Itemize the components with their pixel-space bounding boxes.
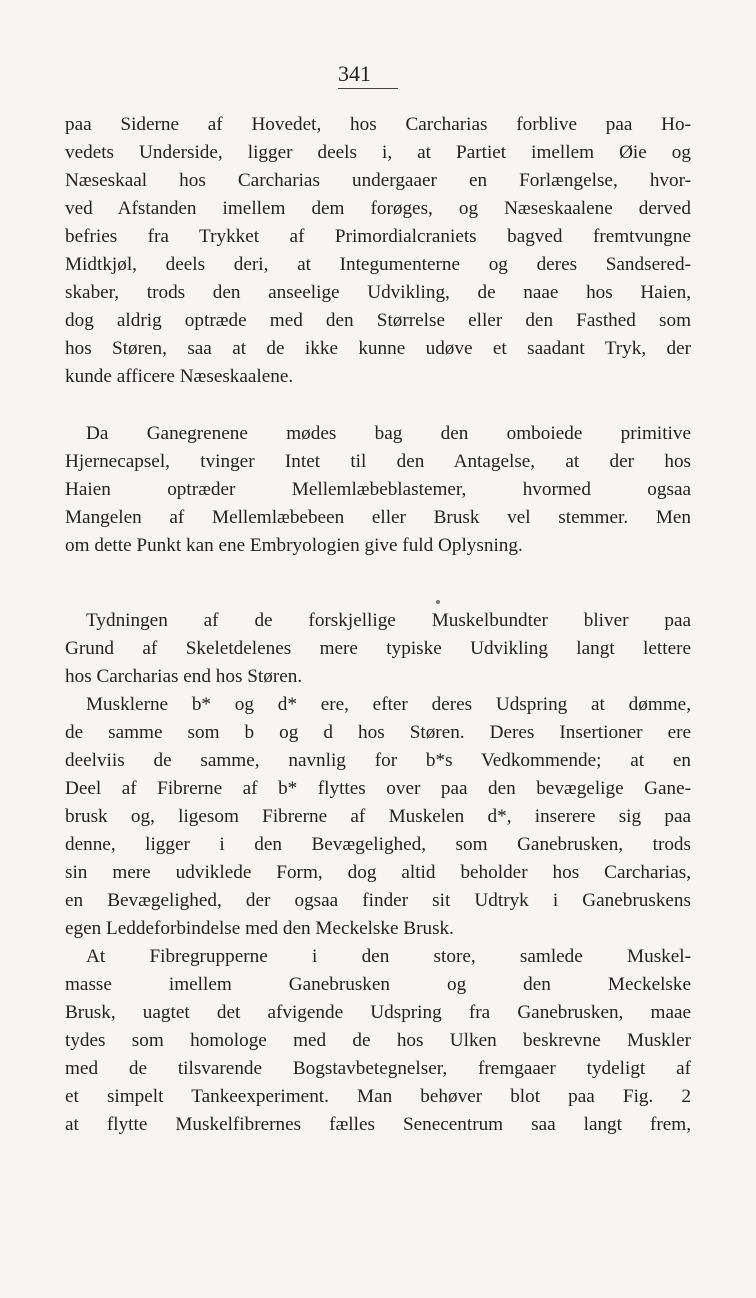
text-line: Midtkjøl, deels deri, at Integumenterne og deres Sandsered- (65, 254, 691, 275)
text-line: vedets Underside, ligger deels i, at Partiet imellem Øie og (65, 142, 691, 163)
text-line: en Bevægelighed, der ogsaa finder sit Udtryk i Ganebruskens (65, 890, 691, 911)
text-line: denne, ligger i den Bevægelighed, som Ganebrusken, trods (65, 834, 691, 855)
text-line: Næseskaal hos Carcharias undergaaer en Forlængelse, hvor- (65, 170, 691, 191)
text-line: Mangelen af Mellemlæbebeen eller Brusk vel stemmer. Men (65, 507, 691, 528)
text-line: at flytte Muskelfibrernes fælles Senecentrum saa langt frem, (65, 1114, 691, 1135)
text-line: Deel af Fibrerne af b* flyttes over paa den bevægelige Gane- (65, 778, 691, 799)
text-line: om dette Punkt kan ene Embryologien give fuld Oplysning. (65, 535, 523, 556)
text-line: befries fra Trykket af Primordialcraniets bagved fremtvungne (65, 226, 691, 247)
text-line: paa Siderne af Hovedet, hos Carcharias forblive paa Ho- (65, 114, 691, 135)
text-line: deelviis de samme, navnlig for b*s Vedkommende; at en (65, 750, 691, 771)
text-line: egen Leddeforbindelse med den Meckelske Brusk. (65, 918, 454, 939)
text-line: hos Støren, saa at de ikke kunne udøve et saadant Tryk, der (65, 338, 691, 359)
text-line: hos Carcharias end hos Støren. (65, 666, 303, 687)
text-line: tydes som homologe med de hos Ulken beskrevne Muskler (65, 1030, 691, 1051)
text-line: Grund af Skeletdelenes mere typiske Udvikling langt lettere (65, 638, 691, 659)
text-line: Tydningen af de forskjellige Muskelbundter bliver paa (86, 610, 691, 631)
text-line: Haien optræder Mellemlæbeblastemer, hvormed ogsaa (65, 479, 691, 500)
text-line: Musklerne b* og d* ere, efter deres Udspring at dømme, (86, 694, 691, 715)
text-line: At Fibregrupperne i den store, samlede Muskel- (86, 946, 691, 967)
text-line: med de tilsvarende Bogstavbetegnelser, fremgaaer tydeligt af (65, 1058, 691, 1079)
text-line: Da Ganegrenene mødes bag den omboiede primitive (86, 423, 691, 444)
text-line: sin mere udviklede Form, dog altid beholder hos Carcharias, (65, 862, 691, 883)
page-number: 341 (338, 62, 398, 89)
text-line: masse imellem Ganebrusken og den Meckelske (65, 974, 691, 995)
text-line: de samme som b og d hos Støren. Deres Insertioner ere (65, 722, 691, 743)
printer-mark (436, 600, 440, 604)
text-line: dog aldrig optræde med den Størrelse eller den Fasthed som (65, 310, 691, 331)
text-line: Hjernecapsel, tvinger Intet til den Antagelse, at der hos (65, 451, 691, 472)
text-line: Brusk, uagtet det afvigende Udspring fra Ganebrusken, maae (65, 1002, 691, 1023)
text-line: et simpelt Tankeexperiment. Man behøver blot paa Fig. 2 (65, 1086, 691, 1107)
text-line: ved Afstanden imellem dem forøges, og Næseskaalene derved (65, 198, 691, 219)
text-line: brusk og, ligesom Fibrerne af Muskelen d*, inserere sig paa (65, 806, 691, 827)
text-line: kunde afficere Næseskaalene. (65, 366, 294, 387)
text-line: skaber, trods den anseelige Udvikling, de naae hos Haien, (65, 282, 691, 303)
